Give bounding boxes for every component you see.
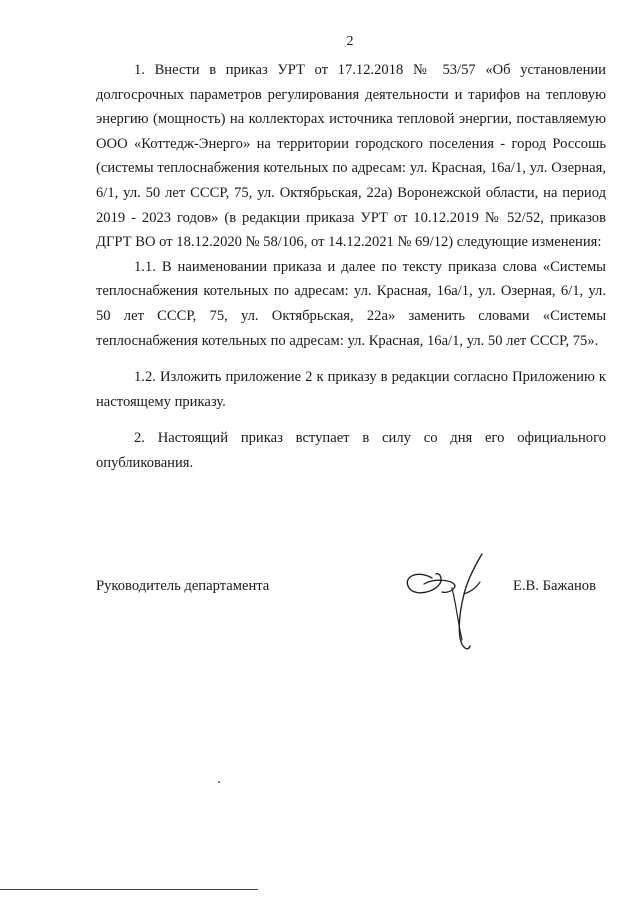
signature-block <box>96 548 606 658</box>
handwritten-signature <box>396 548 506 658</box>
paragraph-1-1: 1.1. В наименовании приказа и далее по тексту приказа слова «Системы теплоснабжения котельных по адресам: ул. Красная, 16а/1, ул. Озерная, 6/1, ул. 50 лет СССР, 75, ул. Октябрьская, 22а» заменить словами «Системы теплоснабжения котельных по адресам: ул. Красная, 16а/1, ул. 50 лет СССР, 75». <box>96 258 606 349</box>
paragraph-1-2: 1.2. Изложить приложение 2 к приказу в редакции согласно Приложению к настоящему приказу. <box>96 369 606 410</box>
bottom-rule <box>0 889 258 890</box>
page-number: 2 <box>346 34 354 49</box>
signatory-position: Руководитель департамента <box>96 578 270 594</box>
paragraph-2: 2. Настоящий приказ вступает в силу со дня его официального опубликования. <box>96 430 606 471</box>
signatory-name: Е.В. Бажанов <box>512 578 596 594</box>
document-body <box>96 58 606 476</box>
paragraph-1: 1. Внести в приказ УРТ от 17.12.2018 № 53/57 «Об установлении долгосрочных параметров регулирования деятельности и тарифов на тепловую энергию (мощность) на коллекторах источника тепловой энергии, поставляемую ООО «Коттедж-Энерго» на территории городского поселения - город Россошь (системы теплоснабжения котельных по адресам: ул. Красная, 16а/1, ул. Озерная, 6/1, ул. 50 лет СССР, 75, ул. Октябрьская, 22а) Воронежской области, на период 2019 - 2023 годов» (в редакции приказа УРТ от 10.12.2019 № 52/52, приказов ДГРТ ВО от 18.12.2020 № 58/106, от 14.12.2021 № 69/12) следующие изменения: <box>96 62 606 251</box>
scan-speck <box>218 781 220 783</box>
